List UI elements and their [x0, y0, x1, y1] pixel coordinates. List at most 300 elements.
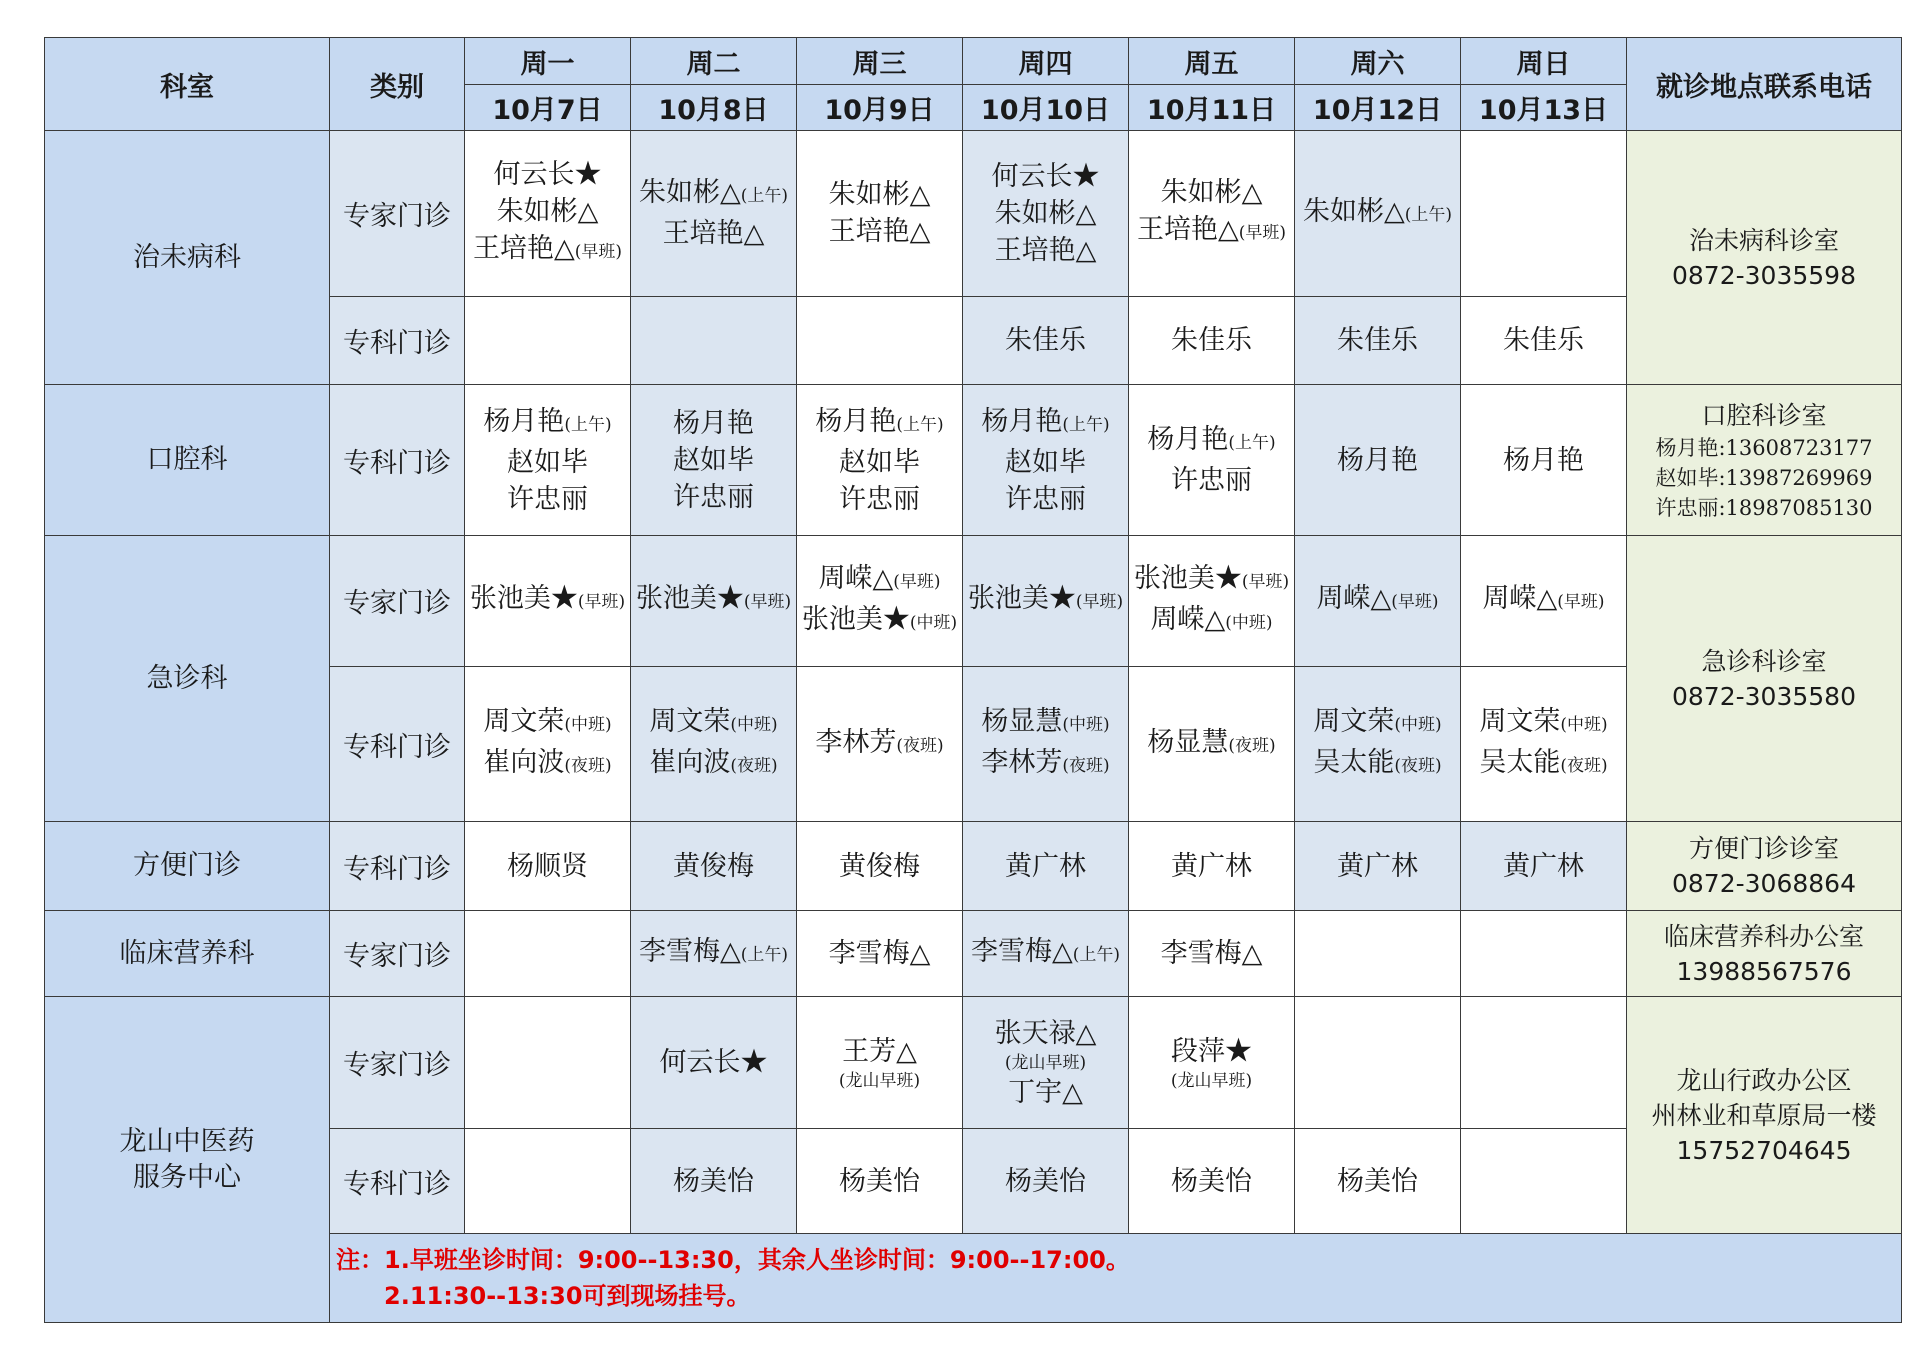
doctor-name: 朱如彬△	[1302, 195, 1405, 227]
doctor-name: 赵如毕	[839, 446, 920, 478]
doctor-entry	[633, 933, 794, 974]
doctor-entry	[799, 848, 960, 885]
doctor-entry	[1131, 724, 1292, 765]
header-weekday: 周五	[1129, 38, 1295, 85]
contact-info	[1627, 385, 1902, 536]
shift-tag: (中班)	[1560, 715, 1608, 736]
shift-tag: (中班)	[1225, 612, 1273, 633]
schedule-cell	[631, 666, 797, 822]
shift-tag: (夜班)	[896, 735, 944, 756]
doctor-entry	[799, 481, 960, 518]
doctor-entry	[467, 481, 628, 518]
schedule-cell	[963, 296, 1129, 384]
shift-note: (龙山早班)	[838, 1071, 921, 1092]
contact-phone: 杨月艳:13608723177	[1655, 435, 1873, 460]
contact-info	[1627, 536, 1902, 822]
doctor-entry	[633, 442, 794, 479]
schedule-cell	[631, 910, 797, 996]
doctor-name: 朱佳乐	[1337, 325, 1418, 357]
doctor-entry	[467, 580, 628, 621]
doctor-name: 王培艳△	[828, 216, 931, 248]
schedule-cell	[1461, 910, 1627, 996]
doctor-name: 何云长★	[991, 160, 1100, 192]
doctor-entry	[799, 560, 960, 601]
shift-tag: (中班)	[730, 715, 778, 736]
schedule-cell	[465, 997, 631, 1129]
dept-name-line: 龙山中医药	[119, 1125, 255, 1157]
schedule-cell	[963, 536, 1129, 667]
schedule-cell	[1461, 131, 1627, 297]
category-label: 专家门诊	[330, 910, 465, 996]
header-weekday: 周三	[797, 38, 963, 85]
doctor-name: 王培艳△	[1136, 214, 1239, 246]
schedule-cell	[1295, 666, 1461, 822]
schedule-cell	[465, 910, 631, 996]
doctor-entry	[1297, 193, 1458, 234]
schedule-cell	[797, 536, 963, 667]
category-label: 专科门诊	[330, 1128, 465, 1234]
header-weekday: 周四	[963, 38, 1129, 85]
doctor-name: 杨月艳	[1337, 444, 1418, 476]
schedule-cell	[1129, 131, 1295, 297]
doctor-name: 杨月艳	[815, 405, 897, 437]
contact-line: 方便门诊诊室	[1688, 834, 1839, 864]
doctor-entry	[1131, 848, 1292, 885]
doctor-name: 何云长★	[659, 1047, 768, 1079]
doctor-name: 黄广林	[1005, 850, 1086, 882]
schedule-cell	[631, 131, 797, 297]
doctor-name: 杨月艳	[1503, 444, 1584, 476]
schedule-cell	[797, 910, 963, 996]
shift-tag: (早班)	[743, 592, 792, 613]
header-contact: 就诊地点联系电话	[1627, 38, 1902, 131]
doctor-name: 李林芳	[815, 726, 897, 758]
doctor-entry	[1297, 322, 1458, 359]
schedule-cell	[1461, 666, 1627, 822]
duty-schedule-table	[44, 37, 1902, 1323]
schedule-cell	[631, 536, 797, 667]
doctor-entry	[965, 481, 1126, 518]
contact-line: 13988567576	[1676, 956, 1852, 986]
doctor-entry	[799, 213, 960, 250]
doctor-entry	[1297, 703, 1458, 744]
shift-tag: (夜班)	[1228, 735, 1276, 756]
table-row	[45, 822, 1902, 910]
category-label: 专家门诊	[330, 131, 465, 297]
doctor-name: 周嵘△	[1150, 603, 1226, 635]
dept-name-line: 临床营养科	[119, 937, 255, 969]
doctor-name: 杨月艳	[1147, 424, 1229, 456]
shift-tag: (早班)	[1557, 592, 1605, 613]
doctor-name: 张池美★	[1133, 562, 1242, 594]
doctor-name: 黄俊梅	[839, 850, 920, 882]
doctor-name: 李林芳	[981, 747, 1063, 779]
doctor-name: 许忠丽	[1005, 483, 1086, 515]
doctor-entry	[1297, 848, 1458, 885]
schedule-cell	[1129, 1128, 1295, 1234]
doctor-entry	[965, 744, 1126, 785]
doctor-entry	[1131, 462, 1292, 499]
doctor-name: 杨月艳	[673, 407, 754, 439]
doctor-entry	[799, 1163, 960, 1200]
doctor-entry	[1297, 442, 1458, 479]
doctor-name: 王培艳△	[472, 232, 575, 264]
header-date: 10月12日	[1295, 85, 1461, 131]
doctor-entry	[633, 1163, 794, 1200]
schedule-cell	[1295, 131, 1461, 297]
doctor-entry	[799, 176, 960, 213]
doctor-entry	[633, 703, 794, 744]
doctor-entry	[633, 848, 794, 885]
doctor-name: 王培艳△	[662, 218, 765, 250]
doctor-entry	[965, 195, 1126, 232]
footnote-line-2: 2.11:30--13:30可到现场挂号。	[384, 1282, 751, 1311]
doctor-name: 张池美★	[801, 603, 910, 635]
schedule-cell	[1129, 997, 1295, 1129]
shift-tag: (夜班)	[1062, 756, 1110, 777]
table-row	[45, 997, 1902, 1129]
doctor-entry	[965, 848, 1126, 885]
dept-name	[45, 131, 330, 385]
schedule-cell	[963, 1128, 1129, 1234]
schedule-cell	[963, 385, 1129, 536]
category-label: 专科门诊	[330, 822, 465, 910]
doctor-entry	[1131, 601, 1292, 642]
doctor-name: 许忠丽	[507, 483, 588, 515]
doctor-entry	[965, 403, 1126, 444]
header-date: 10月9日	[797, 85, 963, 131]
header-weekday: 周日	[1461, 38, 1627, 85]
header-date: 10月8日	[631, 85, 797, 131]
doctor-entry	[965, 1074, 1126, 1111]
doctor-entry	[633, 479, 794, 516]
shift-tag: (中班)	[1062, 715, 1110, 736]
doctor-name: 黄俊梅	[673, 850, 754, 882]
schedule-cell	[797, 997, 963, 1129]
shift-tag: (早班)	[1075, 592, 1124, 613]
header-weekday: 周一	[465, 38, 631, 85]
contact-info	[1627, 997, 1902, 1234]
doctor-name: 周文荣	[1479, 706, 1561, 738]
doctor-name: 赵如毕	[1005, 446, 1086, 478]
doctor-entry	[965, 322, 1126, 359]
doctor-entry	[799, 601, 960, 642]
doctor-entry	[1131, 935, 1292, 972]
doctor-entry	[467, 703, 628, 744]
doctor-entry	[633, 1044, 794, 1081]
doctor-entry	[965, 232, 1126, 269]
doctor-name: 周文荣	[649, 706, 731, 738]
doctor-name: 王培艳△	[994, 234, 1097, 266]
category-label: 专科门诊	[330, 385, 465, 536]
contact-info	[1627, 131, 1902, 385]
shift-tag: (上午)	[1404, 204, 1453, 225]
schedule-cell	[1461, 385, 1627, 536]
schedule-cell	[465, 296, 631, 384]
doctor-name: 周嵘△	[1316, 583, 1392, 615]
doctor-entry	[1463, 322, 1624, 359]
shift-tag: (上午)	[1228, 433, 1276, 454]
table-row	[45, 536, 1902, 667]
header-date: 10月10日	[963, 85, 1129, 131]
shift-tag: (上午)	[740, 186, 789, 207]
shift-tag: (中班)	[564, 715, 612, 736]
schedule-cell	[1461, 822, 1627, 910]
table-row	[45, 910, 1902, 996]
category-label: 专家门诊	[330, 997, 465, 1129]
doctor-name: 杨顺贤	[507, 850, 588, 882]
dept-name	[45, 536, 330, 822]
category-label: 专科门诊	[330, 666, 465, 822]
category-label: 专科门诊	[330, 296, 465, 384]
doctor-name: 张池美★	[469, 583, 578, 615]
schedule-cell	[1295, 536, 1461, 667]
schedule-cell	[465, 822, 631, 910]
schedule-cell	[963, 910, 1129, 996]
doctor-entry	[965, 580, 1126, 621]
doctor-name: 朱如彬△	[828, 179, 931, 211]
header-dept: 科室	[45, 38, 330, 131]
doctor-entry	[965, 444, 1126, 481]
doctor-name: 杨显慧	[1147, 726, 1229, 758]
contact-line: 口腔科诊室	[1701, 400, 1827, 430]
doctor-name: 杨美怡	[1171, 1165, 1252, 1197]
schedule-cell	[963, 666, 1129, 822]
doctor-entry	[467, 444, 628, 481]
contact-line: 0872-3068864	[1672, 869, 1856, 899]
doctor-name: 崔向波	[483, 747, 565, 779]
footnote-line-1: 注：1.早班坐诊时间：9:00--13:30，其余人坐诊时间：9:00--17:00。	[336, 1246, 1130, 1275]
doctor-name: 朱佳乐	[1503, 325, 1584, 357]
shift-tag: (夜班)	[1394, 756, 1442, 777]
doctor-name: 杨美怡	[1337, 1165, 1418, 1197]
schedule-cell	[963, 997, 1129, 1129]
schedule-cell	[797, 666, 963, 822]
doctor-entry	[1131, 560, 1292, 601]
schedule-cell	[963, 822, 1129, 910]
doctor-name: 黄广林	[1337, 850, 1418, 882]
doctor-entry	[1131, 174, 1292, 211]
schedule-cell	[1295, 296, 1461, 384]
dept-name-line: 治未病科	[133, 241, 241, 273]
doctor-name: 朱如彬△	[1160, 177, 1263, 209]
schedule-cell	[631, 997, 797, 1129]
doctor-entry	[1131, 421, 1292, 462]
shift-tag: (夜班)	[730, 756, 778, 777]
dept-name	[45, 997, 330, 1323]
shift-tag: (上午)	[896, 414, 944, 435]
schedule-cell	[1295, 822, 1461, 910]
doctor-entry	[965, 933, 1126, 974]
doctor-name: 杨月艳	[483, 405, 565, 437]
contact-line: 0872-3035580	[1672, 681, 1856, 711]
shift-tag: (早班)	[1238, 223, 1287, 244]
doctor-entry	[633, 174, 794, 215]
schedule-cell	[631, 1128, 797, 1234]
doctor-entry	[467, 156, 628, 193]
schedule-cell	[797, 385, 963, 536]
table-row	[45, 131, 1902, 297]
doctor-name: 张池美★	[967, 583, 1076, 615]
doctor-name: 崔向波	[649, 747, 731, 779]
dept-name-line: 方便门诊	[133, 850, 241, 882]
schedule-cell	[797, 131, 963, 297]
doctor-name: 吴太能	[1479, 747, 1561, 779]
shift-tag: (早班)	[893, 571, 941, 592]
doctor-entry	[1297, 580, 1458, 621]
doctor-entry	[965, 1015, 1126, 1052]
doctor-entry	[633, 215, 794, 252]
header-weekday: 周六	[1295, 38, 1461, 85]
contact-line: 州林业和草原局一楼	[1651, 1100, 1877, 1130]
doctor-entry	[467, 230, 628, 271]
doctor-name: 赵如毕	[507, 446, 588, 478]
shift-tag: (上午)	[740, 945, 789, 966]
doctor-entry	[467, 744, 628, 785]
doctor-name: 黄广林	[1503, 850, 1584, 882]
doctor-name: 杨月艳	[981, 405, 1063, 437]
doctor-name: 李雪梅△	[638, 936, 741, 968]
doctor-name: 杨美怡	[673, 1165, 754, 1197]
shift-tag: (上午)	[1072, 945, 1121, 966]
doctor-entry	[467, 848, 628, 885]
doctor-name: 王芳△	[842, 1036, 917, 1068]
schedule-cell	[797, 822, 963, 910]
contact-line: 临床营养科办公室	[1663, 921, 1864, 951]
dept-name-line: 急诊科	[146, 662, 228, 694]
doctor-name: 李雪梅△	[1160, 938, 1263, 970]
schedule-cell	[465, 1128, 631, 1234]
doctor-name: 何云长★	[493, 158, 602, 190]
doctor-name: 张天禄△	[994, 1017, 1097, 1049]
dept-name-line: 口腔科	[146, 444, 228, 476]
schedule-cell	[1129, 385, 1295, 536]
doctor-name: 许忠丽	[839, 483, 920, 515]
schedule-cell	[465, 536, 631, 667]
doctor-entry	[965, 703, 1126, 744]
shift-note: (龙山早班)	[1004, 1052, 1087, 1073]
doctor-entry	[799, 724, 960, 765]
shift-tag: (上午)	[564, 414, 612, 435]
doctor-entry	[1131, 322, 1292, 359]
doctor-entry	[1297, 744, 1458, 785]
dept-name	[45, 822, 330, 910]
schedule-cell	[1295, 910, 1461, 996]
doctor-entry	[1463, 580, 1624, 621]
doctor-name: 李雪梅△	[828, 938, 931, 970]
shift-tag: (夜班)	[1560, 756, 1608, 777]
schedule-cell	[1129, 536, 1295, 667]
shift-tag: (早班)	[1391, 592, 1439, 613]
schedule-cell	[797, 1128, 963, 1234]
schedule-cell	[1129, 296, 1295, 384]
schedule-cell	[465, 666, 631, 822]
schedule-body	[45, 131, 1902, 1323]
footnote	[330, 1234, 1902, 1323]
shift-tag: (早班)	[577, 592, 626, 613]
doctor-entry	[633, 580, 794, 621]
doctor-entry	[467, 193, 628, 230]
doctor-name: 朱佳乐	[1171, 325, 1252, 357]
contact-info	[1627, 822, 1902, 910]
contact-info	[1627, 910, 1902, 996]
schedule-cell	[1461, 536, 1627, 667]
doctor-name: 杨显慧	[981, 706, 1063, 738]
shift-tag: (早班)	[1241, 571, 1290, 592]
dept-name	[45, 385, 330, 536]
doctor-name: 许忠丽	[673, 481, 754, 513]
doctor-name: 吴太能	[1313, 747, 1395, 779]
contact-phone: 许忠丽:18987085130	[1655, 495, 1873, 520]
doctor-name: 周文荣	[483, 706, 565, 738]
doctor-name: 张池美★	[635, 583, 744, 615]
header-category: 类别	[330, 38, 465, 131]
doctor-entry	[467, 403, 628, 444]
doctor-entry	[1463, 442, 1624, 479]
doctor-name: 朱佳乐	[1005, 325, 1086, 357]
contact-line: 15752704645	[1676, 1135, 1852, 1165]
contact-phone: 赵如毕:13987269969	[1655, 465, 1873, 490]
shift-tag: (中班)	[909, 612, 958, 633]
contact-line: 急诊科诊室	[1701, 646, 1827, 676]
doctor-entry	[799, 403, 960, 444]
table-row	[45, 385, 1902, 536]
doctor-name: 段萍★	[1171, 1036, 1252, 1068]
schedule-cell	[1461, 296, 1627, 384]
dept-name-line: 服务中心	[133, 1161, 241, 1193]
doctor-entry	[1297, 1163, 1458, 1200]
doctor-name: 杨美怡	[839, 1165, 920, 1197]
doctor-name: 许忠丽	[1171, 465, 1252, 497]
category-label: 专家门诊	[330, 536, 465, 667]
schedule-cell	[1295, 385, 1461, 536]
doctor-entry	[799, 444, 960, 481]
doctor-entry	[965, 1163, 1126, 1200]
header-weekday: 周二	[631, 38, 797, 85]
schedule-cell	[1129, 910, 1295, 996]
doctor-name: 周嵘△	[1482, 583, 1558, 615]
schedule-cell	[1461, 1128, 1627, 1234]
schedule-cell	[1129, 666, 1295, 822]
doctor-entry	[799, 1033, 960, 1070]
doctor-name: 杨美怡	[1005, 1165, 1086, 1197]
doctor-entry	[1463, 848, 1624, 885]
schedule-cell	[797, 296, 963, 384]
schedule-cell	[963, 131, 1129, 297]
header-date: 10月7日	[465, 85, 631, 131]
header-date: 10月13日	[1461, 85, 1627, 131]
doctor-name: 周文荣	[1313, 706, 1395, 738]
schedule-cell	[631, 822, 797, 910]
shift-note: (龙山早班)	[1170, 1071, 1253, 1092]
schedule-cell	[1129, 822, 1295, 910]
schedule-cell	[631, 296, 797, 384]
dept-name	[45, 910, 330, 996]
doctor-entry	[1463, 744, 1624, 785]
shift-tag: (早班)	[574, 241, 623, 262]
shift-tag: (上午)	[1062, 414, 1110, 435]
contact-line: 龙山行政办公区	[1676, 1065, 1852, 1095]
doctor-entry	[1131, 1163, 1292, 1200]
shift-tag: (夜班)	[564, 756, 612, 777]
doctor-entry	[1463, 703, 1624, 744]
doctor-name: 丁宇△	[1008, 1076, 1083, 1108]
schedule-cell	[465, 385, 631, 536]
shift-tag: (中班)	[1394, 715, 1442, 736]
schedule-cell	[631, 385, 797, 536]
doctor-name: 朱如彬△	[994, 197, 1097, 229]
doctor-entry	[1131, 211, 1292, 252]
